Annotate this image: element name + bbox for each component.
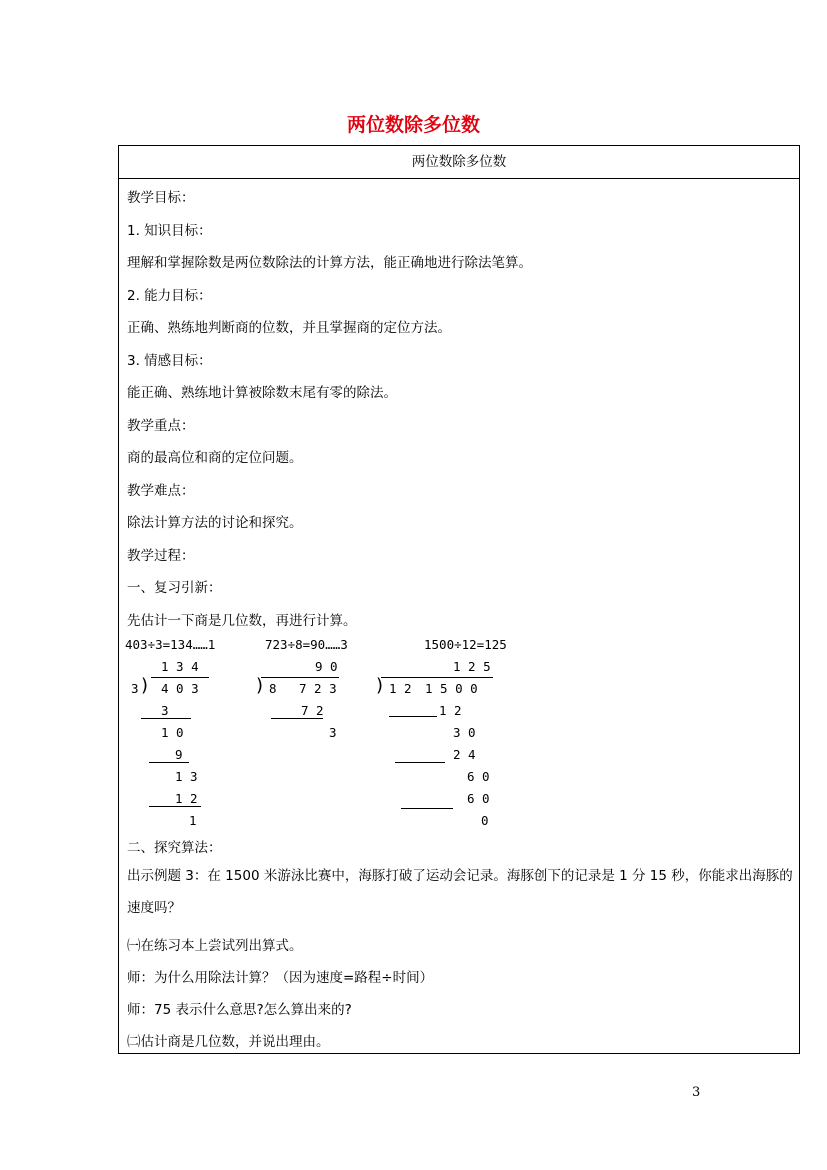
quotient: 9 0 [315,659,338,674]
text-line: 3. 情感目标： [127,353,212,369]
text-line: ㈠在练习本上尝试列出算式。 [127,938,303,954]
division-bracket: ) [141,675,149,696]
text-line: 教学重点： [127,418,195,434]
remainder: 3 0 [453,725,476,740]
remainder: 1 3 [175,769,198,784]
text-line: 2. 能力目标： [127,288,212,304]
text-line: 二、探究算法： [127,840,222,856]
lesson-table [118,145,800,1054]
division-bracket: ) [376,675,384,696]
dividend: 1 5 0 0 [425,681,478,696]
divisor: 1 2 [389,681,412,696]
remainder: 1 [189,813,197,828]
equation-2: 723÷8=90……3 [265,637,348,652]
subtrahend: 3 [161,703,169,718]
text-line: 除法计算方法的讨论和探究。 [127,515,303,531]
text-line: ㈡估计商是几位数，并说出理由。 [127,1034,330,1050]
subtrahend: 1 2 [175,791,198,806]
subtrahend: 2 4 [453,747,476,762]
text-line: 先估计一下商是几位数，再进行计算。 [127,613,357,629]
page-title: 两位数除多位数 [346,114,480,136]
page-number: 3 [692,1085,701,1100]
remainder: 0 [481,813,489,828]
subtrahend: 7 2 [301,703,324,718]
division-rule [401,808,453,809]
table-header: 两位数除多位数 [119,146,799,179]
dividend: 4 0 3 [161,681,199,696]
text-line: 教学过程： [127,548,195,564]
text-line: 商的最高位和商的定位问题。 [127,450,303,466]
quotient: 1 3 4 [161,659,199,674]
division-bracket: ) [256,675,264,696]
text-line: 正确、熟练地判断商的位数，并且掌握商的定位方法。 [127,320,451,336]
division-rule [149,806,201,807]
text-line: 1. 知识目标： [127,223,212,239]
text-line: 一、复习引新： [127,580,222,596]
remainder: 6 0 [467,769,490,784]
division-bar [151,677,209,678]
division-rule [395,762,445,763]
equation-3: 1500÷12=125 [424,637,507,652]
subtrahend: 1 2 [439,703,462,718]
quotient: 1 2 5 [453,659,491,674]
divisor: 8 [269,681,277,696]
text-line: 师：为什么用除法计算？（因为速度=路程÷时间） [127,970,434,986]
division-rule [271,718,323,719]
text-line: 师：75 表示什么意思?怎么算出来的? [127,1002,352,1018]
division-bar [381,677,493,678]
text-line: 出示例题 3：在 1500 米游泳比赛中，海豚打破了运动会记录。海豚创下的记录是 1 分 15 秒，你能求出海豚的速度吗？ [127,868,793,916]
remainder: 1 0 [161,725,184,740]
equation-1: 403÷3=134……1 [125,637,216,652]
text-line: 教学难点： [127,483,195,499]
subtrahend: 9 [175,747,183,762]
text-line: 理解和掌握除数是两位数除法的计算方法，能正确地进行除法笔算。 [127,255,532,271]
division-bar [261,677,339,678]
remainder: 3 [329,725,337,740]
dividend: 7 2 3 [299,681,337,696]
divisor: 3 [131,681,139,696]
subtrahend: 6 0 [467,791,490,806]
division-rule [149,762,189,763]
text-line: 能正确、熟练地计算被除数末尾有零的除法。 [127,385,397,401]
division-rule [141,718,191,719]
text-line: 教学目标： [127,190,195,206]
division-rule [389,716,437,717]
